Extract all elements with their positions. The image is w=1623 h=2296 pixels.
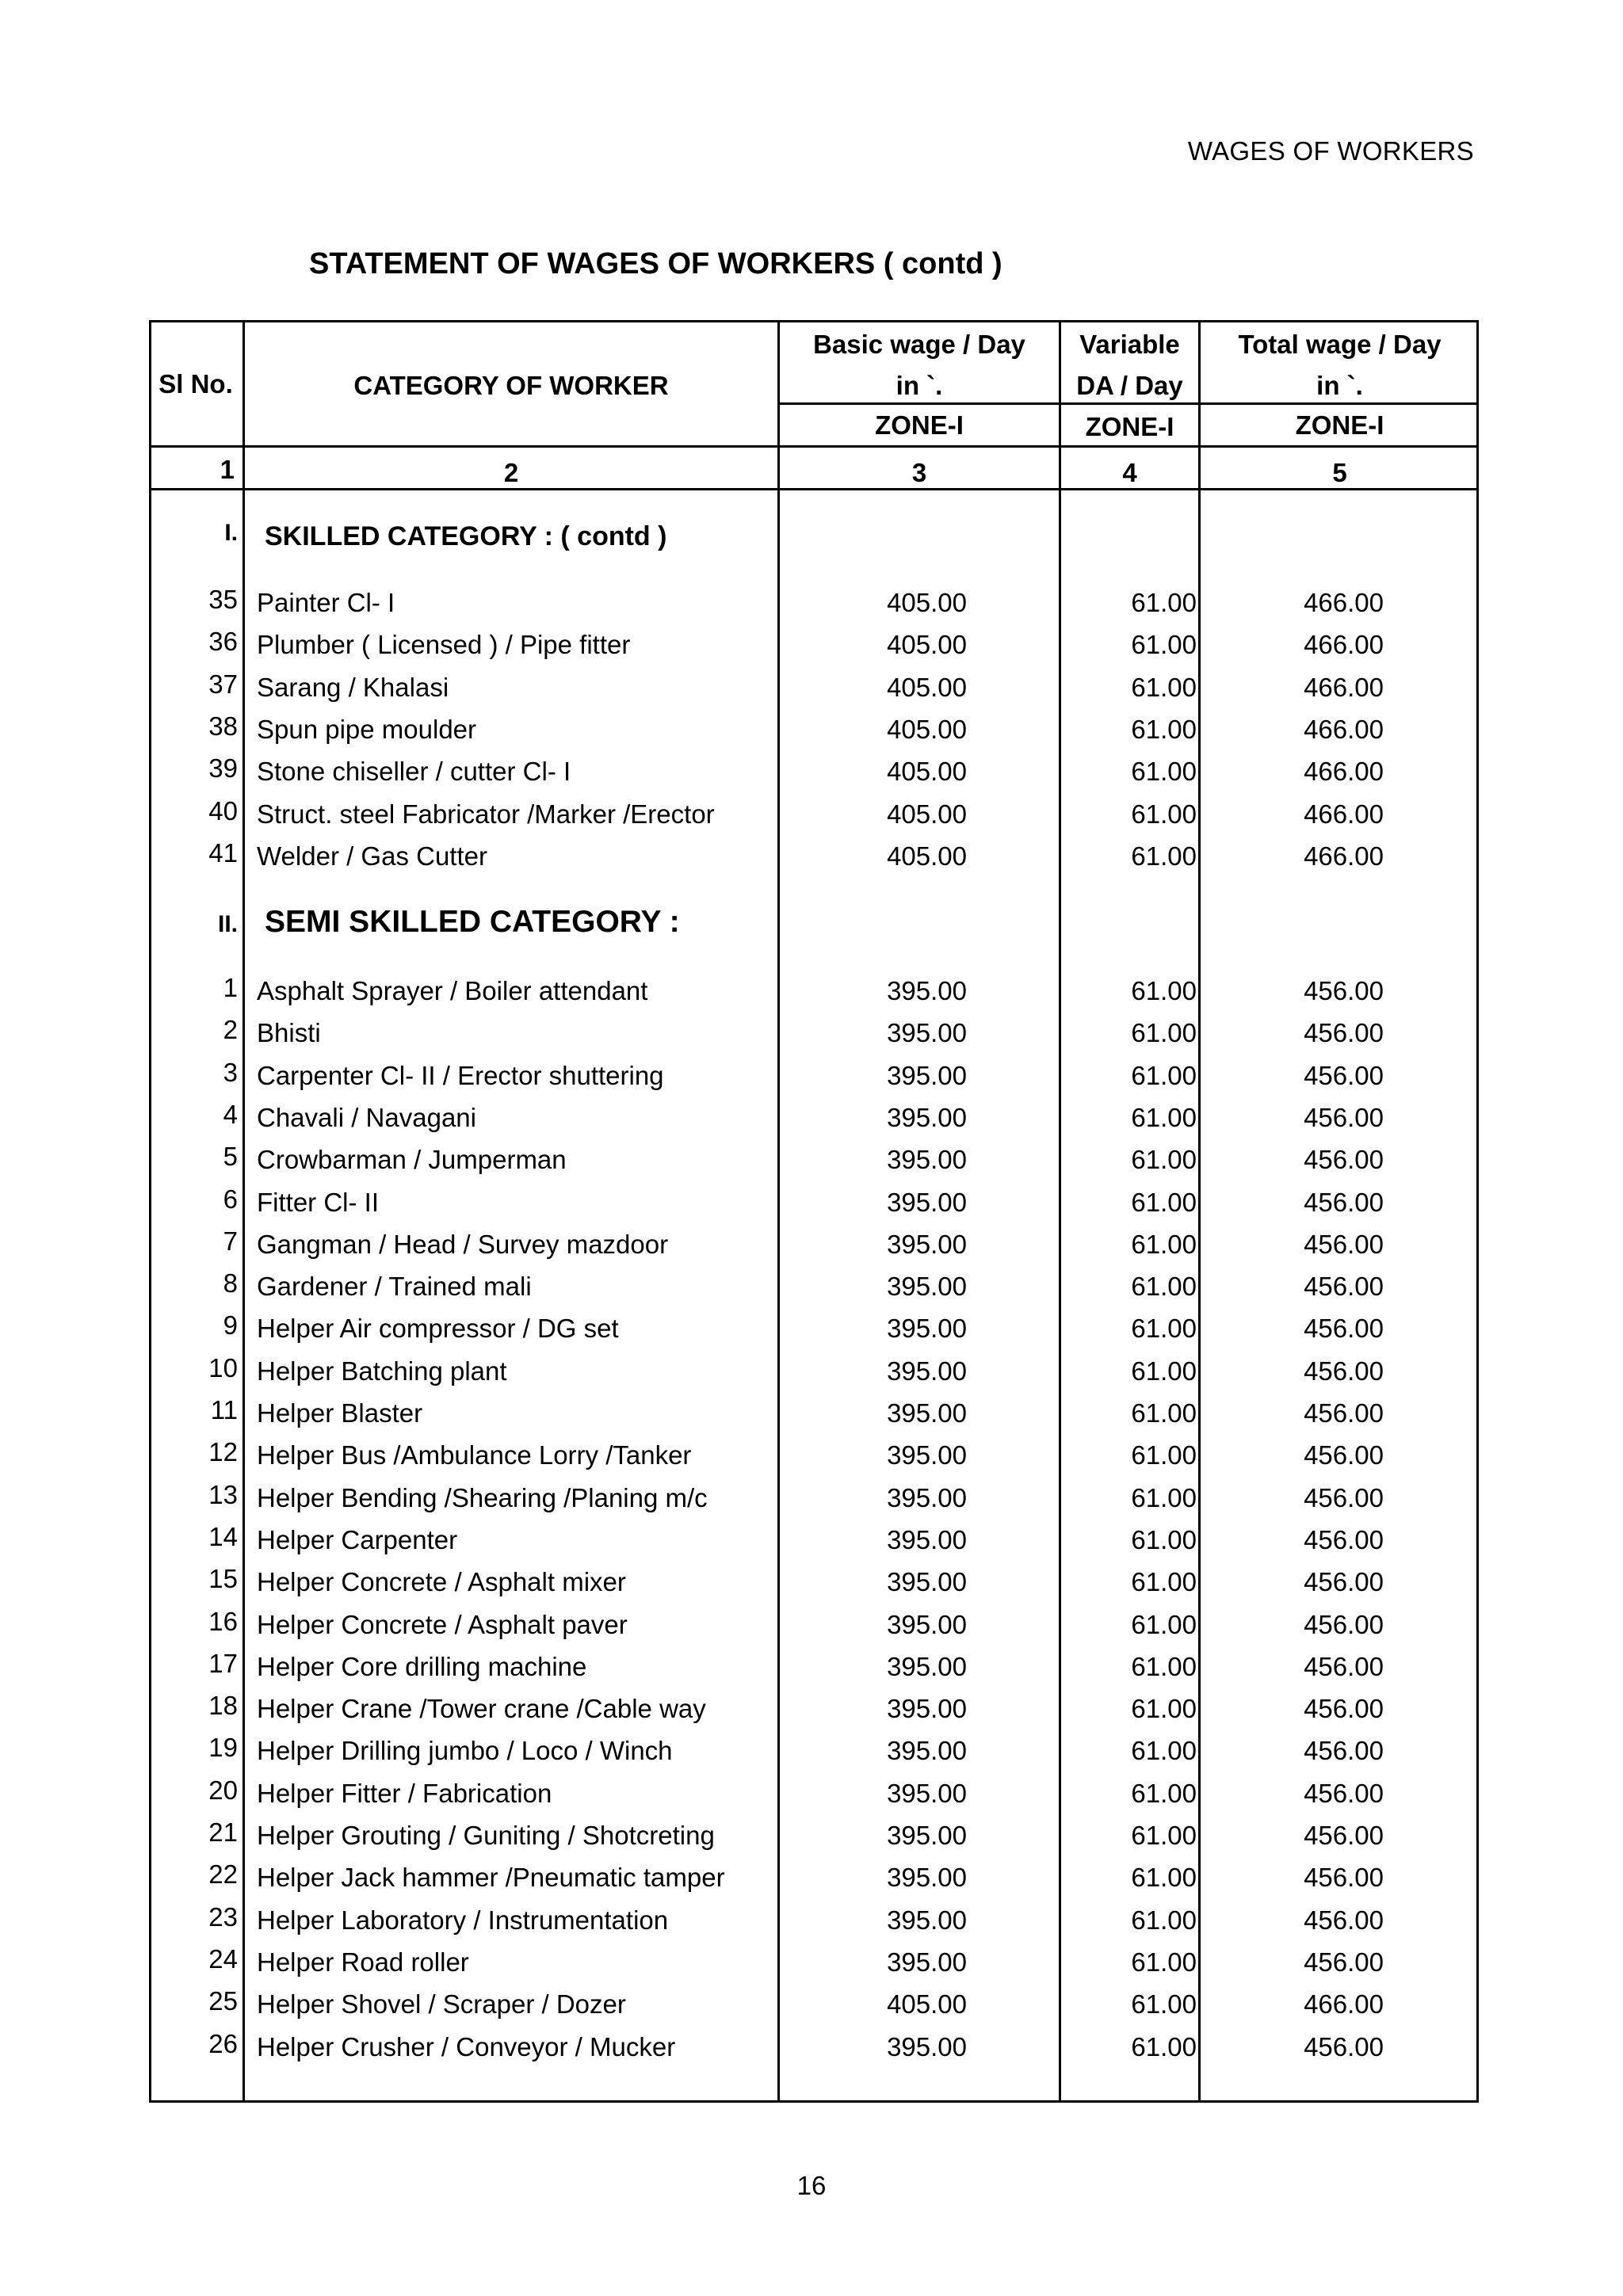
worker-category: Gardener / Trained mali — [257, 1272, 532, 1301]
serial-number: 38 — [208, 711, 238, 741]
header-total-wage: Total wage / Day — [1238, 330, 1442, 359]
worker-category: Helper Air compressor / DG set — [257, 1314, 619, 1343]
variable-da: 61.00 — [1131, 2032, 1197, 2061]
basic-wage: 395.00 — [887, 1821, 967, 1850]
table-row — [0, 973, 1623, 1018]
serial-number: 6 — [223, 1184, 238, 1214]
zone-divider — [777, 402, 1479, 405]
section-heading — [0, 906, 1623, 946]
serial-number: 2 — [223, 1015, 238, 1044]
worker-category: Helper Bending /Shearing /Planing m/c — [257, 1483, 708, 1512]
variable-da: 61.00 — [1131, 1272, 1197, 1301]
serial-number: 14 — [208, 1522, 238, 1551]
table-row — [0, 1691, 1623, 1736]
worker-category: Helper Crusher / Conveyor / Mucker — [257, 2032, 676, 2061]
variable-da: 61.00 — [1131, 1736, 1197, 1765]
column-number-5: 5 — [1332, 458, 1347, 487]
zone-variable: ZONE-I — [1085, 412, 1174, 441]
variable-da: 61.00 — [1131, 630, 1197, 659]
basic-wage: 395.00 — [887, 1610, 967, 1639]
worker-category: Plumber ( Licensed ) / Pipe fitter — [257, 630, 631, 659]
worker-category: Helper Batching plant — [257, 1356, 507, 1386]
basic-wage: 395.00 — [887, 1314, 967, 1343]
total-wage: 456.00 — [1304, 1272, 1384, 1301]
variable-da: 61.00 — [1131, 673, 1197, 702]
column-number-1: 1 — [220, 455, 235, 484]
total-wage: 456.00 — [1304, 1440, 1384, 1470]
variable-da: 61.00 — [1131, 1567, 1197, 1596]
basic-wage: 395.00 — [887, 2032, 967, 2061]
basic-wage: 395.00 — [887, 1567, 967, 1596]
worker-category: Helper Carpenter — [257, 1525, 458, 1554]
basic-wage: 395.00 — [887, 1694, 967, 1723]
total-wage: 466.00 — [1304, 588, 1384, 617]
worker-category: Asphalt Sprayer / Boiler attendant — [257, 976, 648, 1005]
variable-da: 61.00 — [1131, 1188, 1197, 1217]
total-wage: 456.00 — [1304, 1525, 1384, 1554]
header-basic-unit: in `. — [896, 371, 943, 400]
table-row — [0, 1564, 1623, 1609]
basic-wage: 405.00 — [887, 715, 967, 744]
basic-wage: 395.00 — [887, 1736, 967, 1765]
table-row — [0, 1944, 1623, 1989]
table-row — [0, 627, 1623, 672]
variable-da: 61.00 — [1131, 1018, 1197, 1047]
serial-number: 18 — [208, 1691, 238, 1720]
serial-number: 13 — [208, 1480, 238, 1509]
basic-wage: 405.00 — [887, 841, 967, 871]
section-number: I. — [224, 520, 238, 546]
basic-wage: 395.00 — [887, 1188, 967, 1217]
worker-category: Helper Concrete / Asphalt paver — [257, 1610, 628, 1639]
worker-category: Sarang / Khalasi — [257, 673, 449, 702]
variable-da: 61.00 — [1131, 757, 1197, 786]
section-title: SKILLED CATEGORY : ( contd ) — [265, 521, 667, 551]
table-row — [0, 2029, 1623, 2074]
table-row — [0, 1733, 1623, 1778]
serial-number: 19 — [208, 1733, 238, 1762]
table-row — [0, 1859, 1623, 1905]
variable-da: 61.00 — [1131, 1398, 1197, 1428]
table-row — [0, 1015, 1623, 1060]
basic-wage: 395.00 — [887, 1272, 967, 1301]
serial-number: 37 — [208, 669, 238, 699]
zone-total: ZONE-I — [1295, 410, 1384, 440]
variable-da: 61.00 — [1131, 588, 1197, 617]
total-wage: 466.00 — [1304, 841, 1384, 871]
serial-number: 24 — [208, 1944, 238, 1974]
total-wage: 466.00 — [1304, 630, 1384, 659]
variable-da: 61.00 — [1131, 1694, 1197, 1723]
serial-number: 11 — [210, 1395, 238, 1425]
column-number-2: 2 — [503, 458, 519, 487]
total-wage: 456.00 — [1304, 1483, 1384, 1512]
serial-number: 39 — [208, 753, 238, 783]
variable-da: 61.00 — [1131, 1525, 1197, 1554]
basic-wage: 405.00 — [887, 757, 967, 786]
worker-category: Spun pipe moulder — [257, 715, 477, 744]
running-head: WAGES OF WORKERS — [1187, 136, 1474, 166]
basic-wage: 395.00 — [887, 1103, 967, 1132]
total-wage: 466.00 — [1304, 715, 1384, 744]
serial-number: 12 — [208, 1437, 238, 1466]
worker-category: Crowbarman / Jumperman — [257, 1145, 567, 1174]
header-variable: Variable — [1079, 330, 1180, 359]
serial-number: 4 — [223, 1100, 238, 1129]
column-number-4: 4 — [1122, 458, 1137, 487]
worker-category: Helper Laboratory / Instrumentation — [257, 1905, 669, 1935]
worker-category: Stone chiseller / cutter Cl- I — [257, 757, 571, 786]
worker-category: Chavali / Navagani — [257, 1103, 476, 1132]
table-row — [0, 796, 1623, 841]
variable-da: 61.00 — [1131, 1821, 1197, 1850]
serial-number: 17 — [208, 1649, 238, 1678]
table-row — [0, 1226, 1623, 1272]
worker-category: Helper Fitter / Fabrication — [257, 1779, 552, 1808]
table-row — [0, 1268, 1623, 1314]
basic-wage: 395.00 — [887, 1652, 967, 1681]
section-title: SEMI SKILLED CATEGORY : — [265, 905, 680, 939]
table-row — [0, 1607, 1623, 1652]
worker-category: Helper Jack hammer /Pneumatic tamper — [257, 1863, 725, 1892]
serial-number: 21 — [208, 1817, 238, 1847]
total-wage: 456.00 — [1304, 2032, 1384, 2061]
serial-number: 5 — [223, 1142, 238, 1171]
total-wage: 456.00 — [1304, 1694, 1384, 1723]
table-row — [0, 1310, 1623, 1356]
total-wage: 456.00 — [1304, 1314, 1384, 1343]
worker-category: Helper Blaster — [257, 1398, 423, 1428]
total-wage: 456.00 — [1304, 1821, 1384, 1850]
table-row — [0, 1353, 1623, 1398]
worker-category: Bhisti — [257, 1018, 321, 1047]
serial-number: 36 — [208, 627, 238, 656]
worker-category: Helper Grouting / Guniting / Shotcreting — [257, 1821, 715, 1850]
table-row — [0, 753, 1623, 799]
basic-wage: 395.00 — [887, 1863, 967, 1892]
table-row — [0, 1522, 1623, 1567]
page-number: 16 — [796, 2171, 827, 2200]
basic-wage: 395.00 — [887, 1905, 967, 1935]
worker-category: Helper Road roller — [257, 1947, 469, 1977]
total-wage: 456.00 — [1304, 976, 1384, 1005]
worker-category: Helper Core drilling machine — [257, 1652, 587, 1681]
variable-da: 61.00 — [1131, 1610, 1197, 1639]
total-wage: 456.00 — [1304, 1610, 1384, 1639]
worker-category: Helper Shovel / Scraper / Dozer — [257, 1989, 626, 2019]
table-row — [0, 1986, 1623, 2031]
serial-number: 8 — [223, 1268, 238, 1298]
total-wage: 466.00 — [1304, 1989, 1384, 2019]
basic-wage: 395.00 — [887, 1947, 967, 1977]
basic-wage: 395.00 — [887, 1230, 967, 1259]
worker-category: Struct. steel Fabricator /Marker /Erector — [257, 799, 715, 829]
serial-number: 16 — [208, 1607, 238, 1636]
total-wage: 456.00 — [1304, 1567, 1384, 1596]
table-row — [0, 669, 1623, 715]
table-row — [0, 1142, 1623, 1187]
total-wage: 456.00 — [1304, 1947, 1384, 1977]
variable-da: 61.00 — [1131, 1145, 1197, 1174]
total-wage: 456.00 — [1304, 1018, 1384, 1047]
variable-da: 61.00 — [1131, 1061, 1197, 1090]
serial-number: 9 — [223, 1310, 238, 1340]
worker-category: Painter Cl- I — [257, 588, 395, 617]
variable-da: 61.00 — [1131, 1779, 1197, 1808]
table-row — [0, 1437, 1623, 1482]
variable-da: 61.00 — [1131, 1483, 1197, 1512]
header-total-unit: in `. — [1316, 371, 1363, 400]
basic-wage: 395.00 — [887, 1018, 967, 1047]
serial-number: 3 — [223, 1058, 238, 1087]
section-heading — [0, 520, 1623, 559]
table-row — [0, 838, 1623, 883]
basic-wage: 395.00 — [887, 1398, 967, 1428]
total-wage: 456.00 — [1304, 1230, 1384, 1259]
basic-wage: 395.00 — [887, 1440, 967, 1470]
worker-category: Helper Concrete / Asphalt mixer — [257, 1567, 626, 1596]
table-row — [0, 1902, 1623, 1947]
basic-wage: 395.00 — [887, 1525, 967, 1554]
table-row — [0, 1184, 1623, 1230]
zone-basic: ZONE-I — [875, 410, 964, 440]
header-divider — [149, 445, 1479, 448]
basic-wage: 395.00 — [887, 1356, 967, 1386]
worker-category: Helper Crane /Tower crane /Cable way — [257, 1694, 706, 1723]
basic-wage: 405.00 — [887, 1989, 967, 2019]
worker-category: Fitter Cl- II — [257, 1188, 379, 1217]
table-row — [0, 1100, 1623, 1145]
total-wage: 456.00 — [1304, 1356, 1384, 1386]
total-wage: 456.00 — [1304, 1736, 1384, 1765]
table-row — [0, 1480, 1623, 1525]
serial-number: 40 — [208, 796, 238, 826]
column-number-divider — [149, 488, 1479, 490]
variable-da: 61.00 — [1131, 976, 1197, 1005]
header-category: CATEGORY OF WORKER — [353, 371, 669, 400]
serial-number: 22 — [208, 1859, 238, 1889]
total-wage: 456.00 — [1304, 1103, 1384, 1132]
basic-wage: 395.00 — [887, 1061, 967, 1090]
table-row — [0, 1395, 1623, 1440]
basic-wage: 395.00 — [887, 976, 967, 1005]
basic-wage: 405.00 — [887, 630, 967, 659]
table-row — [0, 1817, 1623, 1863]
variable-da: 61.00 — [1131, 1440, 1197, 1470]
worker-category: Welder / Gas Cutter — [257, 841, 487, 871]
header-variable-da: DA / Day — [1076, 371, 1183, 400]
total-wage: 466.00 — [1304, 799, 1384, 829]
serial-number: 41 — [208, 838, 238, 868]
basic-wage: 395.00 — [887, 1145, 967, 1174]
variable-da: 61.00 — [1131, 1905, 1197, 1935]
table-row — [0, 585, 1623, 630]
serial-number: 23 — [208, 1902, 238, 1932]
total-wage: 456.00 — [1304, 1188, 1384, 1217]
serial-number: 15 — [208, 1564, 238, 1593]
basic-wage: 405.00 — [887, 673, 967, 702]
total-wage: 466.00 — [1304, 757, 1384, 786]
variable-da: 61.00 — [1131, 1989, 1197, 2019]
variable-da: 61.00 — [1131, 1652, 1197, 1681]
serial-number: 26 — [208, 2029, 238, 2058]
table-row — [0, 711, 1623, 757]
total-wage: 466.00 — [1304, 673, 1384, 702]
basic-wage: 405.00 — [887, 799, 967, 829]
serial-number: 35 — [208, 585, 238, 614]
variable-da: 61.00 — [1131, 1947, 1197, 1977]
table-row — [0, 1649, 1623, 1694]
variable-da: 61.00 — [1131, 1103, 1197, 1132]
serial-number: 1 — [223, 973, 238, 1002]
column-number-3: 3 — [911, 458, 927, 487]
total-wage: 456.00 — [1304, 1145, 1384, 1174]
serial-number: 20 — [208, 1775, 238, 1805]
total-wage: 456.00 — [1304, 1061, 1384, 1090]
serial-number: 25 — [208, 1986, 238, 2016]
basic-wage: 405.00 — [887, 588, 967, 617]
table-row — [0, 1775, 1623, 1821]
variable-da: 61.00 — [1131, 715, 1197, 744]
total-wage: 456.00 — [1304, 1863, 1384, 1892]
variable-da: 61.00 — [1131, 1356, 1197, 1386]
serial-number: 7 — [223, 1226, 238, 1256]
table-row — [0, 1058, 1623, 1103]
basic-wage: 395.00 — [887, 1483, 967, 1512]
variable-da: 61.00 — [1131, 1314, 1197, 1343]
worker-category: Helper Bus /Ambulance Lorry /Tanker — [257, 1440, 692, 1470]
total-wage: 456.00 — [1304, 1905, 1384, 1935]
basic-wage: 395.00 — [887, 1779, 967, 1808]
worker-category: Carpenter Cl- II / Erector shuttering — [257, 1061, 664, 1090]
page-title: STATEMENT OF WAGES OF WORKERS ( contd ) — [309, 247, 1002, 280]
total-wage: 456.00 — [1304, 1398, 1384, 1428]
header-basic-wage: Basic wage / Day — [813, 330, 1025, 359]
variable-da: 61.00 — [1131, 1863, 1197, 1892]
variable-da: 61.00 — [1131, 799, 1197, 829]
total-wage: 456.00 — [1304, 1779, 1384, 1808]
section-number: II. — [217, 911, 238, 937]
total-wage: 456.00 — [1304, 1652, 1384, 1681]
serial-number: 10 — [208, 1353, 238, 1383]
variable-da: 61.00 — [1131, 1230, 1197, 1259]
worker-category: Gangman / Head / Survey mazdoor — [257, 1230, 669, 1259]
variable-da: 61.00 — [1131, 841, 1197, 871]
header-sl-no: Sl No. — [158, 369, 233, 399]
worker-category: Helper Drilling jumbo / Loco / Winch — [257, 1736, 673, 1765]
